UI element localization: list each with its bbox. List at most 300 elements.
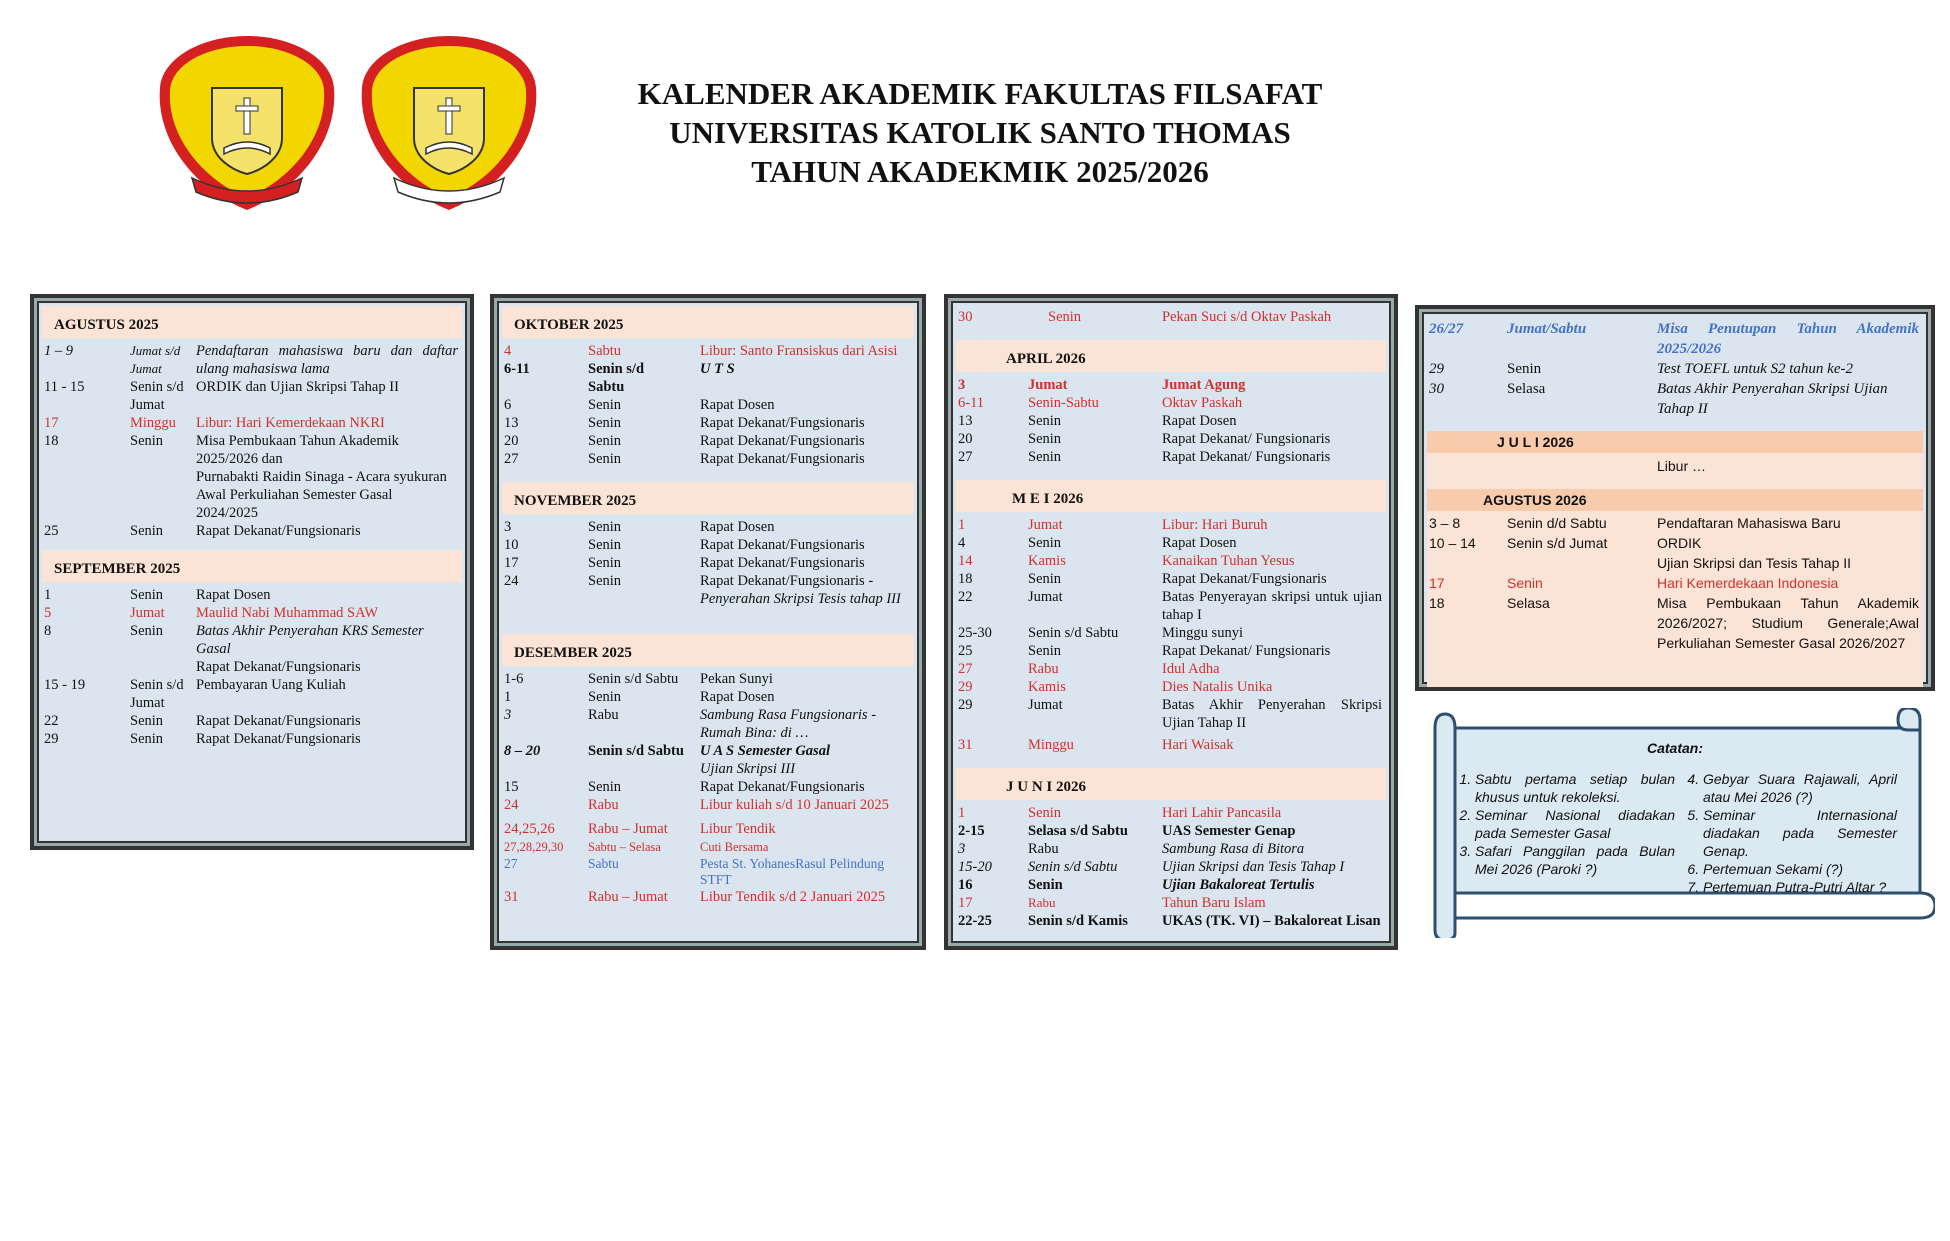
event: Sambung Rasa di Bitora xyxy=(1162,841,1305,857)
date xyxy=(502,590,588,608)
date: 15 - 19 xyxy=(44,677,86,693)
day: Senin xyxy=(588,451,622,467)
day: Senin s/d Sabtu xyxy=(588,743,684,759)
calendar-panel-jul-aug-2026 xyxy=(1415,305,1935,691)
event: Rapat Dekanat/Fungsionaris xyxy=(700,537,865,553)
event: Dies Natalis Unika xyxy=(1162,679,1273,695)
calendar-row xyxy=(1427,513,1923,533)
calendar-row xyxy=(502,450,914,468)
event: Libur: Hari Kemerdekaan NKRI xyxy=(196,415,385,431)
day: Sabtu – Selasa xyxy=(588,840,661,854)
day: Senin xyxy=(588,519,622,535)
event: Rapat Dekanat/ Fungsionaris xyxy=(1162,431,1331,447)
day: Senin xyxy=(588,537,622,553)
month-header: AGUSTUS 2025 xyxy=(42,306,462,338)
date: 30 xyxy=(958,309,973,325)
day: Sabtu xyxy=(588,343,622,359)
calendar-row xyxy=(42,432,462,468)
month-header: OKTOBER 2025 xyxy=(502,306,914,338)
date: 11 - 15 xyxy=(44,379,85,395)
day: Kamis xyxy=(1028,679,1066,695)
day: Senin xyxy=(130,433,164,449)
day: Senin xyxy=(130,623,164,639)
date: 13 xyxy=(504,415,519,431)
month-header: AGUSTUS 2026 xyxy=(1427,489,1923,511)
date: 25 xyxy=(44,523,59,539)
day: Senin xyxy=(588,555,622,571)
date: 14 xyxy=(958,553,973,569)
university-logo xyxy=(152,28,342,218)
calendar-row xyxy=(502,342,914,360)
event: Ujian Skripsi III xyxy=(700,761,796,777)
day: Senin xyxy=(130,713,164,729)
day: Kamis xyxy=(1028,553,1066,569)
day xyxy=(588,760,700,778)
day xyxy=(1507,553,1657,573)
date: 16 xyxy=(958,877,973,893)
day: Senin xyxy=(588,779,622,795)
event: Libur … xyxy=(1657,458,1707,474)
event: Libur kuliah s/d 10 Januari 2025 xyxy=(700,797,889,813)
event: Rapat Dekanat/Fungsionaris xyxy=(700,451,865,467)
date xyxy=(502,760,588,778)
day: Senin xyxy=(1028,571,1062,587)
day xyxy=(130,468,196,486)
event: Rapat Dekanat/Fungsionaris xyxy=(700,555,865,571)
date xyxy=(42,468,130,486)
event: Rapat Dosen xyxy=(700,397,775,413)
event: Libur: Hari Buruh xyxy=(1162,517,1268,533)
day: Senin xyxy=(588,689,622,705)
event: Rapat Dekanat/Fungsionaris xyxy=(1162,571,1327,587)
day: Senin xyxy=(1507,575,1543,591)
calendar-row xyxy=(502,796,914,814)
calendar-row xyxy=(42,522,462,540)
event: Pekan Suci s/d Oktav Paskah xyxy=(1162,309,1332,325)
date: 29 xyxy=(44,731,59,747)
day: Selasa xyxy=(1507,381,1546,397)
event: Minggu sunyi xyxy=(1162,625,1243,641)
calendar-row xyxy=(42,622,462,658)
day: Senin xyxy=(1028,413,1062,429)
event: Hari Kemerdekaan Indonesia xyxy=(1657,575,1839,591)
event: Rapat Dekanat/Fungsionaris xyxy=(196,659,361,675)
calendar-row xyxy=(502,590,914,608)
date: 1 xyxy=(44,587,52,603)
date: 18 xyxy=(1429,595,1445,611)
calendar-row xyxy=(502,778,914,796)
calendar-row xyxy=(956,516,1386,534)
calendar-row xyxy=(502,688,914,706)
calendar-row xyxy=(502,856,914,888)
date: 5 xyxy=(44,605,52,621)
day: Rabu xyxy=(1028,841,1059,857)
day: Senin xyxy=(1028,877,1063,893)
day: Senin s/d Sabtu xyxy=(588,671,679,687)
date: 3 xyxy=(504,519,512,535)
calendar-row xyxy=(502,414,914,432)
calendar-row xyxy=(1427,453,1923,479)
calendar-row xyxy=(956,308,1386,326)
event: Rapat Dosen xyxy=(1162,413,1237,429)
date: 17 xyxy=(504,555,519,571)
calendar-row xyxy=(1427,379,1923,419)
calendar-row xyxy=(502,706,914,742)
note-item: 1. Sabtu pertama setiap bulan khusus untuk rekoleksi. xyxy=(1475,770,1675,806)
event: Misa Pembukaan Tahun Akademik 2026/2027; Studium Generale;Awal Perkuliahan Semester Gasal 2026/2027 xyxy=(1657,595,1919,651)
day: Jumat xyxy=(1028,589,1063,605)
date: 3 xyxy=(504,707,512,723)
date: 29 xyxy=(958,697,973,713)
day: Senin xyxy=(1507,361,1542,377)
event: Batas Akhir Penyerahan KRS Semester Gasal xyxy=(196,623,424,657)
event: Batas Akhir Penyerahan Skripsi Ujian Tahap II xyxy=(1657,381,1888,417)
month-header: J U N I 2026 xyxy=(956,768,1386,800)
day: Jumat s/d Jumat xyxy=(130,343,181,376)
event: Cuti Bersama xyxy=(700,840,769,854)
calendar-row xyxy=(956,624,1386,642)
calendar-row xyxy=(42,414,462,432)
notes-list xyxy=(1457,770,1897,896)
calendar-row xyxy=(42,468,462,486)
date: 25-30 xyxy=(958,625,992,641)
calendar-row xyxy=(1427,593,1923,653)
day xyxy=(130,658,196,676)
date: 30 xyxy=(1429,381,1444,397)
date: 15-20 xyxy=(958,859,992,875)
faculty-logo xyxy=(354,28,544,218)
calendar-row xyxy=(956,660,1386,678)
date: 25 xyxy=(958,643,973,659)
note-item: 3. Safari Panggilan pada Bulan Mei 2026 (Paroki ?) xyxy=(1475,842,1675,878)
event: Rapat Dosen xyxy=(196,587,271,603)
date xyxy=(1427,453,1507,479)
calendar-row xyxy=(956,840,1386,858)
date xyxy=(42,658,130,676)
day: Selasa s/d Sabtu xyxy=(1028,823,1128,839)
event: Kanaikan Tuhan Yesus xyxy=(1162,553,1295,569)
date: 1 xyxy=(504,689,512,705)
day: Senin s/d Jumat xyxy=(130,677,184,711)
calendar-row xyxy=(956,696,1386,732)
date: 27,28,29,30 xyxy=(504,840,564,854)
date: 18 xyxy=(958,571,973,587)
day: Senin xyxy=(130,731,164,747)
day: Senin xyxy=(1028,643,1062,659)
calendar-row xyxy=(502,888,914,906)
date: 3 xyxy=(958,377,966,393)
day: Jumat xyxy=(1028,517,1063,533)
date: 29 xyxy=(1429,361,1444,377)
calendar-row xyxy=(502,742,914,760)
event: Ujian Skripsi dan Tesis Tahap I xyxy=(1162,859,1345,875)
date xyxy=(1427,553,1507,573)
date: 4 xyxy=(504,343,512,359)
calendar-row xyxy=(956,430,1386,448)
day: Senin xyxy=(1028,449,1062,465)
title-line-2: UNIVERSITAS KATOLIK SANTO THOMAS xyxy=(669,115,1291,150)
date: 29 xyxy=(958,679,973,695)
date: 10 xyxy=(504,537,519,553)
note-item: 2. Seminar Nasional diadakan pada Semester Gasal xyxy=(1475,806,1675,842)
day: Senin s/d Sabtu xyxy=(1028,859,1118,875)
day: Rabu – Jumat xyxy=(588,889,668,905)
date: 24 xyxy=(504,573,519,589)
event: Rapat Dosen xyxy=(700,689,775,705)
date: 24,25,26 xyxy=(504,821,555,837)
date: 26/27 xyxy=(1429,321,1464,337)
calendar-row xyxy=(1427,319,1923,359)
day: Senin s/d Jumat xyxy=(1507,535,1608,551)
day: Senin xyxy=(588,415,622,431)
calendar-row xyxy=(956,412,1386,430)
calendar-row xyxy=(502,432,914,450)
event: Rapat Dekanat/Fungsionaris xyxy=(196,731,361,747)
event: Hari Lahir Pancasila xyxy=(1162,805,1282,821)
event: Rapat Dekanat/Fungsionaris xyxy=(700,433,865,449)
calendar-row xyxy=(42,712,462,730)
calendar-row xyxy=(1427,533,1923,553)
date: 8 – 20 xyxy=(504,743,541,759)
calendar-row xyxy=(956,678,1386,696)
day: Jumat xyxy=(130,605,165,621)
date: 24 xyxy=(504,797,519,813)
event: Libur: Santo Fransiskus dari Asisi xyxy=(700,343,898,359)
event: Pendaftaran mahasiswa baru dan daftar ulang mahasiswa lama xyxy=(196,343,458,377)
date: 22-25 xyxy=(958,913,992,929)
title-line-3: TAHUN AKADEKMIK 2025/2026 xyxy=(751,154,1209,189)
calendar-row xyxy=(42,604,462,622)
calendar-row xyxy=(502,670,914,688)
date: 6 xyxy=(504,397,512,413)
event: Batas Penyerayan skripsi untuk ujian tahap I xyxy=(1162,589,1382,623)
event: U T S xyxy=(700,361,735,377)
event: ORDIK dan Ujian Skripsi Tahap II xyxy=(196,379,399,395)
date: 27 xyxy=(958,661,973,677)
date: 1 – 9 xyxy=(44,343,73,359)
date: 13 xyxy=(958,413,973,429)
calendar-row xyxy=(956,642,1386,660)
date: 17 xyxy=(44,415,59,431)
day: Sabtu xyxy=(588,856,619,871)
event: Pesta St. YohanesRasul Pelindung STFT xyxy=(700,856,885,887)
date: 1-6 xyxy=(504,671,524,687)
day: Senin xyxy=(1028,805,1062,821)
event: Libur Tendik s/d 2 Januari 2025 xyxy=(700,889,886,905)
month-header: SEPTEMBER 2025 xyxy=(42,550,462,582)
day: Rabu xyxy=(1028,661,1059,677)
note-item: 7. Pertemuan Putra-Putri Altar ? xyxy=(1703,878,1897,896)
event: U A S Semester Gasal xyxy=(700,743,830,759)
event: Rapat Dosen xyxy=(700,519,775,535)
note-item: 4. Gebyar Suara Rajawali, April atau Mei 2026 (?) xyxy=(1703,770,1897,806)
calendar-panel-aug-sep-2025 xyxy=(30,294,474,850)
event: Libur Tendik xyxy=(700,821,776,837)
day: Senin d/d Sabtu xyxy=(1507,515,1607,531)
calendar-row xyxy=(42,730,462,748)
day: Senin s/d Sabtu xyxy=(1028,625,1119,641)
event: Rapat Dekanat/ Fungsionaris xyxy=(1162,449,1331,465)
calendar-row xyxy=(502,518,914,536)
day: Minggu xyxy=(130,415,176,431)
calendar-row xyxy=(42,486,462,522)
date: 27 xyxy=(504,856,518,871)
calendar-row xyxy=(956,736,1386,754)
month-header: J U L I 2026 xyxy=(1427,431,1923,453)
calendar-row xyxy=(956,534,1386,552)
notes-title: Catatan: xyxy=(1646,740,1703,756)
calendar-row xyxy=(502,838,914,856)
calendar-row xyxy=(1427,573,1923,593)
date: 20 xyxy=(504,433,519,449)
event: Oktav Paskah xyxy=(1162,395,1243,411)
calendar-row xyxy=(502,820,914,838)
day: Senin xyxy=(1028,535,1062,551)
day: Rabu xyxy=(1028,895,1056,910)
calendar-row xyxy=(956,894,1386,912)
calendar-row xyxy=(956,588,1386,624)
title-line-1: KALENDER AKADEMIK FAKULTAS FILSAFAT xyxy=(637,76,1323,111)
date: 31 xyxy=(958,737,973,753)
month-header: APRIL 2026 xyxy=(956,340,1386,372)
day xyxy=(130,486,196,522)
note-item: 5. Seminar Internasional diadakan pada Semester Genap. xyxy=(1703,806,1897,860)
day: Senin s/d Jumat xyxy=(130,379,184,413)
note-item: 6. Pertemuan Sekami (?) xyxy=(1703,860,1897,878)
date: 1 xyxy=(958,805,966,821)
event: ORDIK xyxy=(1657,535,1702,551)
calendar-row xyxy=(502,760,914,778)
date: 17 xyxy=(1429,575,1445,591)
event: Purnabakti Raidin Sinaga - Acara syukuran xyxy=(196,469,447,485)
date: 22 xyxy=(44,713,59,729)
day: Senin xyxy=(1028,431,1062,447)
day: Rabu xyxy=(588,707,619,723)
event: UKAS (TK. VI) – Bakaloreat Lisan xyxy=(1162,913,1381,929)
date: 2-15 xyxy=(958,823,985,839)
event: Hari Waisak xyxy=(1162,737,1234,753)
day: Senin xyxy=(130,523,164,539)
calendar-row xyxy=(956,858,1386,876)
date: 15 xyxy=(504,779,519,795)
event: Rapat Dekanat/Fungsionaris xyxy=(700,779,865,795)
day: Senin xyxy=(588,433,622,449)
event: Rapat Dekanat/Fungsionaris xyxy=(196,713,361,729)
event: Misa Penutupan Tahun Akademik 2025/2026 xyxy=(1657,321,1919,357)
calendar-row xyxy=(1427,553,1923,573)
calendar-row xyxy=(502,360,914,396)
calendar-row xyxy=(42,676,462,712)
calendar-row xyxy=(502,572,914,590)
day: Minggu xyxy=(1028,737,1074,753)
calendar-row xyxy=(502,536,914,554)
event: Ujian Bakaloreat Tertulis xyxy=(1162,877,1315,893)
day: Senin xyxy=(130,587,164,603)
month-header: NOVEMBER 2025 xyxy=(502,482,914,514)
event: Pembayaran Uang Kuliah xyxy=(196,677,346,693)
day: Senin xyxy=(1048,309,1082,325)
date: 3 – 8 xyxy=(1429,515,1461,531)
notes-scroll xyxy=(1415,708,1935,938)
day xyxy=(588,590,700,608)
event: Rapat Dekanat/Fungsionaris xyxy=(700,415,865,431)
calendar-row xyxy=(956,376,1386,394)
date: 8 xyxy=(44,623,52,639)
date: 4 xyxy=(958,535,966,551)
event: Batas Akhir Penyerahan Skripsi Ujian Tahap II xyxy=(1162,697,1382,731)
event: Maulid Nabi Muhammad SAW xyxy=(196,605,379,621)
calendar-row xyxy=(42,378,462,414)
date: 3 xyxy=(958,841,966,857)
calendar-row xyxy=(42,342,462,378)
event: Rapat Dekanat/Fungsionaris - xyxy=(700,573,874,589)
event: Idul Adha xyxy=(1162,661,1220,677)
event: Test TOEFL untuk S2 tahun ke-2 xyxy=(1657,361,1853,377)
day: Jumat/Sabtu xyxy=(1507,321,1587,337)
calendar-row xyxy=(956,570,1386,588)
date: 17 xyxy=(958,895,973,911)
event: UAS Semester Genap xyxy=(1162,823,1296,839)
event: Rapat Dosen xyxy=(1162,535,1237,551)
calendar-panel-apr-jun-2026 xyxy=(944,294,1398,950)
date: 31 xyxy=(504,889,519,905)
day: Jumat xyxy=(1028,697,1063,713)
event: Pekan Sunyi xyxy=(700,671,773,687)
day: Senin-Sabtu xyxy=(1028,395,1099,411)
event: Rapat Dekanat/Fungsionaris xyxy=(196,523,361,539)
month-header: DESEMBER 2025 xyxy=(502,634,914,666)
event: Pendaftaran Mahasiswa Baru xyxy=(1657,515,1841,531)
day: Senin xyxy=(588,397,622,413)
date: 27 xyxy=(504,451,519,467)
date: 6-11 xyxy=(958,395,985,411)
date: 1 xyxy=(958,517,966,533)
day: Jumat xyxy=(1028,377,1068,393)
event: Rapat Dekanat/ Fungsionaris xyxy=(1162,643,1331,659)
calendar-panel-oct-dec-2025 xyxy=(490,294,926,950)
day: Rabu xyxy=(588,797,619,813)
event: Misa Pembukaan Tahun Akademik 2025/2026 dan xyxy=(196,433,399,467)
day: Senin s/d Kamis xyxy=(1028,913,1128,929)
page-title xyxy=(540,74,1420,191)
event: Ujian Skripsi dan Tesis Tahap II xyxy=(1657,555,1852,571)
day: Senin xyxy=(588,573,622,589)
date: 22 xyxy=(958,589,973,605)
date: 27 xyxy=(958,449,973,465)
calendar-row xyxy=(956,448,1386,466)
calendar-row xyxy=(956,552,1386,570)
day: Rabu – Jumat xyxy=(588,821,668,837)
calendar-row xyxy=(42,586,462,604)
calendar-row xyxy=(956,804,1386,822)
date: 10 – 14 xyxy=(1429,535,1476,551)
calendar-row xyxy=(502,554,914,572)
calendar-row xyxy=(1427,359,1923,379)
calendar-row xyxy=(502,396,914,414)
calendar-row xyxy=(956,912,1386,930)
date xyxy=(42,486,130,522)
calendar-row xyxy=(956,394,1386,412)
calendar-row xyxy=(956,876,1386,894)
day: Selasa xyxy=(1507,595,1550,611)
date: 20 xyxy=(958,431,973,447)
calendar-row xyxy=(42,658,462,676)
date: 6-11 xyxy=(504,361,530,377)
date: 18 xyxy=(44,433,59,449)
calendar-row xyxy=(956,822,1386,840)
day xyxy=(1507,453,1657,479)
event: Awal Perkuliahan Semester Gasal 2024/2025 xyxy=(196,487,393,521)
